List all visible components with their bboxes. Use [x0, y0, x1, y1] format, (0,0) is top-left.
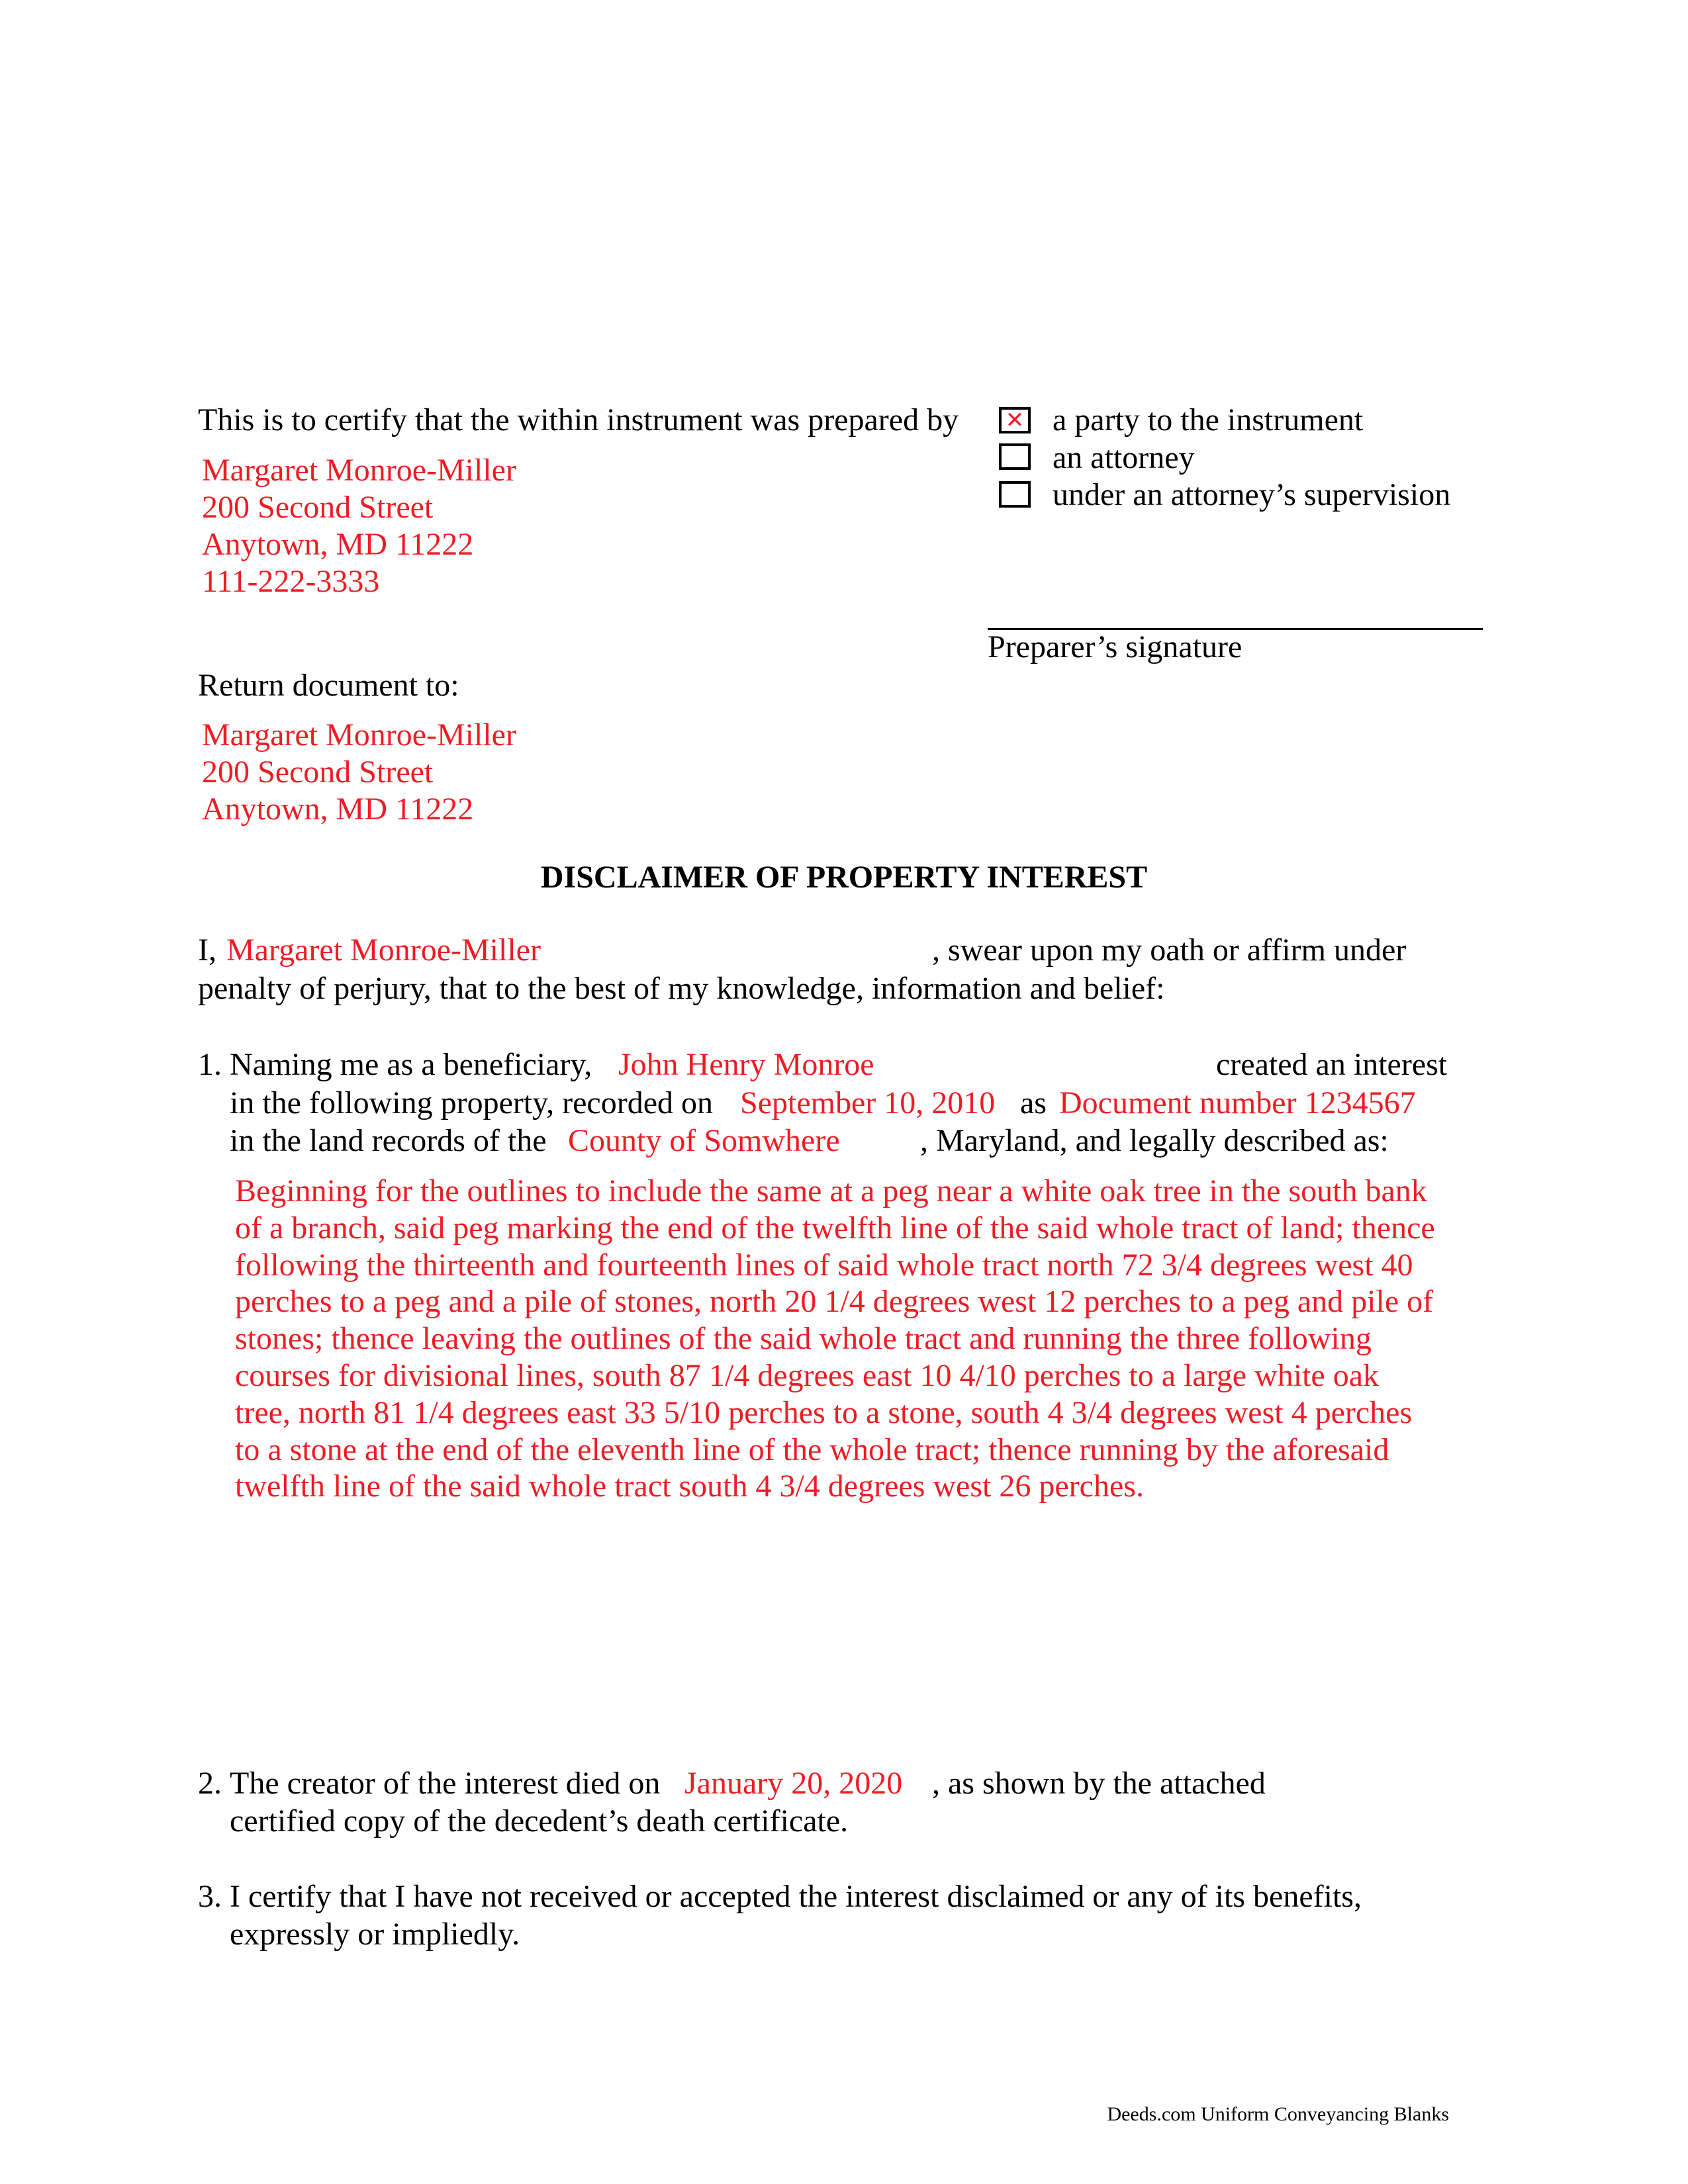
item1-document: Document number 1234567 — [1059, 1085, 1416, 1120]
item1-line3-prefix: in the land records of the — [230, 1123, 547, 1158]
return-label: Return document to: — [198, 668, 459, 703]
item1-number: 1. — [198, 1047, 222, 1082]
checkbox-party[interactable] — [999, 407, 1031, 433]
option-supervision-label: under an attorney’s supervision — [1053, 477, 1451, 512]
item1-line3-suffix: , Maryland, and legally described as: — [920, 1123, 1389, 1158]
oath-name: Margaret Monroe-Miller — [226, 933, 541, 968]
legal-line: Beginning for the outlines to include the same at a peg near a white oak tree in the south bank — [235, 1173, 1427, 1208]
item3-number: 3. — [198, 1879, 222, 1914]
return-name: Margaret Monroe-Miller — [202, 717, 516, 752]
item3-line1: I certify that I have not received or accepted the interest disclaimed or any of its benefits, — [230, 1879, 1362, 1914]
item1-recorded-date: September 10, 2010 — [740, 1085, 996, 1120]
item2-lead: The creator of the interest died on — [230, 1766, 661, 1801]
legal-line: tree, north 81 1/4 degrees east 33 5/10 perches to a stone, south 4 3/4 degrees west 4 perches — [235, 1394, 1413, 1430]
oath-suffix: , swear upon my oath or affirm under — [932, 933, 1407, 968]
item2-number: 2. — [198, 1766, 222, 1801]
legal-line: stones; thence leaving the outlines of the said whole tract and running the three following — [235, 1321, 1372, 1357]
item1-created: created an interest — [1216, 1047, 1448, 1082]
return-city: Anytown, MD 11222 — [202, 792, 474, 827]
preparer-name: Margaret Monroe-Miller — [202, 453, 516, 488]
check-x-icon: ✕ — [1005, 407, 1025, 433]
item3-line2: expressly or impliedly. — [230, 1917, 520, 1952]
legal-line: following the thirteenth and fourteenth lines of said whole tract north 72 3/4 degrees west 40 — [235, 1247, 1413, 1283]
checkbox-attorney[interactable] — [999, 443, 1031, 470]
item1-as-word: as — [1020, 1085, 1047, 1120]
item2-line2: certified copy of the decedent’s death certificate. — [230, 1803, 849, 1839]
legal-line: twelfth line of the said whole tract south 4 3/4 degrees west 26 perches. — [235, 1469, 1144, 1504]
certify-intro: This is to certify that the within instrument was prepared by — [198, 402, 959, 437]
document-title: DISCLAIMER OF PROPERTY INTEREST — [540, 860, 1148, 895]
signature-label: Preparer’s signature — [988, 629, 1243, 664]
item1-creator: John Henry Monroe — [618, 1047, 874, 1082]
preparer-street: 200 Second Street — [202, 490, 434, 525]
oath-prefix: I, — [198, 933, 216, 968]
legal-description — [235, 1173, 1493, 1505]
option-party-label: a party to the instrument — [1053, 402, 1364, 437]
checkbox-attorney-supervision[interactable] — [999, 481, 1031, 508]
item1-lead: Naming me as a beneficiary, — [230, 1047, 592, 1082]
legal-line: to a stone at the end of the eleventh line of the whole tract; thence running by the aforesaid — [235, 1432, 1389, 1467]
option-attorney-label: an attorney — [1053, 440, 1195, 475]
oath-line2: penalty of perjury, that to the best of my knowledge, information and belief: — [198, 971, 1165, 1006]
preparer-phone: 111-222-3333 — [202, 564, 380, 599]
footer: Deeds.com Uniform Conveyancing Blanks — [1107, 2103, 1449, 2125]
item1-line2-prefix: in the following property, recorded on — [230, 1085, 714, 1120]
item2-suffix: , as shown by the attached — [932, 1766, 1266, 1801]
legal-line: of a branch, said peg marking the end of the twelfth line of the said whole tract of land; thence — [235, 1210, 1435, 1246]
item1-county: County of Somwhere — [568, 1123, 840, 1158]
item2-date: January 20, 2020 — [684, 1766, 903, 1801]
legal-line: courses for divisional lines, south 87 1/4 degrees east 10 4/10 perches to a large white oak — [235, 1357, 1380, 1393]
preparer-city: Anytown, MD 11222 — [202, 527, 474, 562]
legal-line: perches to a peg and a pile of stones, north 20 1/4 degrees west 12 perches to a peg and pile of — [235, 1284, 1434, 1320]
return-street: 200 Second Street — [202, 754, 434, 790]
